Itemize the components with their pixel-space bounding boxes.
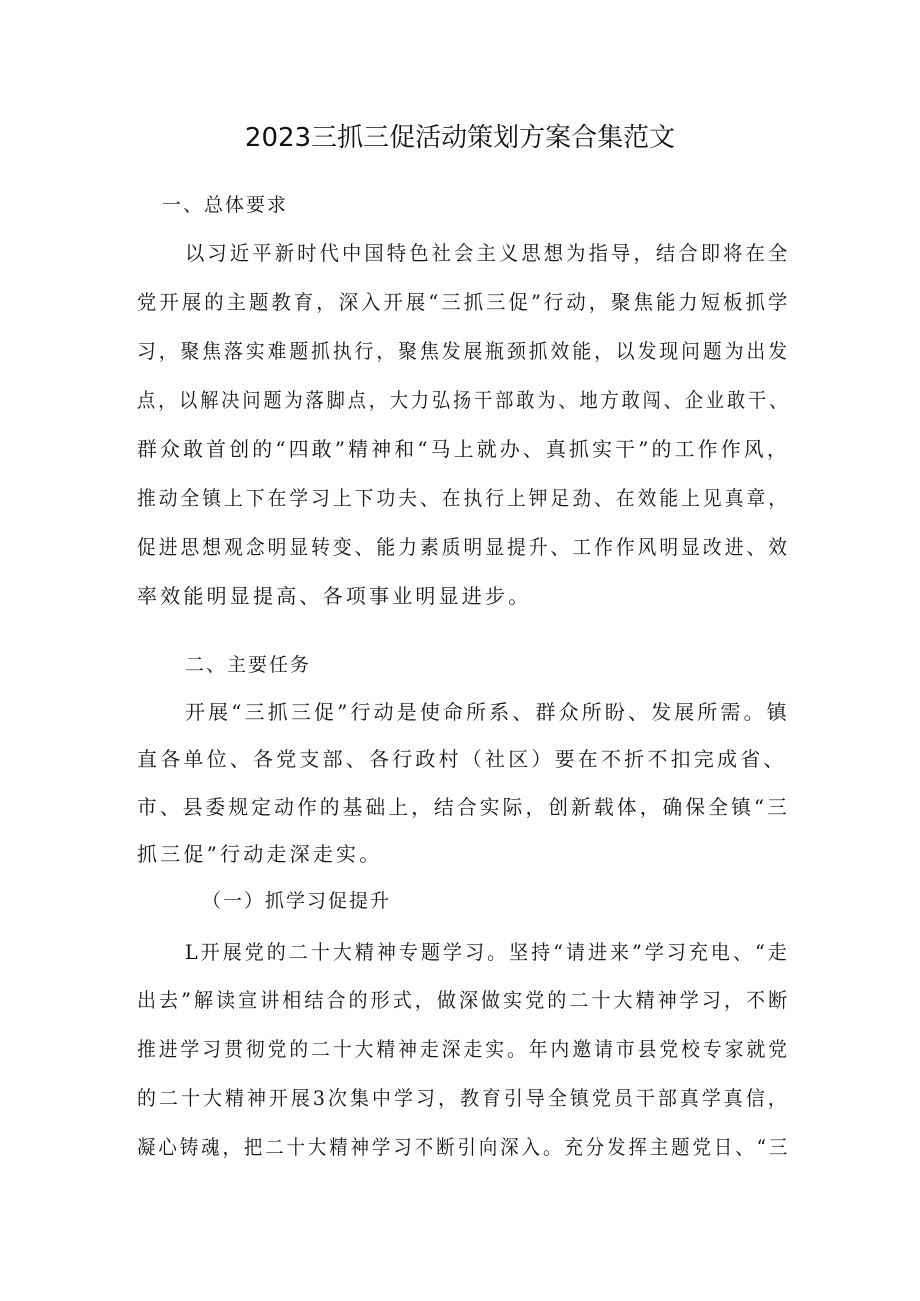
document-title: 2023三抓三促活动策划方案合集范文 xyxy=(244,123,676,153)
paragraph-line: 习，聚焦落实难题抓执行，聚焦发展瓶颈抓效能，以发现问题为出发 xyxy=(137,339,790,363)
paragraph-line: 推进学习贯彻党的二十大精神走深走实。年内邀请市县党校专家就党 xyxy=(137,1037,790,1061)
paragraph-line: 以习近平新时代中国特色社会主义思想为指导，结合即将在全 xyxy=(185,241,791,265)
section-heading-main-tasks: 二、主要任务 xyxy=(185,654,312,676)
paragraph-line: 点，以解决问题为落脚点，大力弘扬干部敢为、地方敢闯、企业敢干、 xyxy=(137,388,791,412)
paragraph-line: 促进思想观念明显转变、能力素质明显提升、工作作风明显改进、效 xyxy=(137,535,790,559)
paragraph-line: 出去”解读宣讲相结合的形式，做深做实党的二十大精神学习，不断 xyxy=(137,988,791,1012)
paragraph-line: 党开展的主题教育，深入开展“三抓三促”行动，聚焦能力短板抓学 xyxy=(137,290,791,314)
paragraph-line: 市、县委规定动作的基础上，结合实际，创新载体，确保全镇“三 xyxy=(137,795,791,819)
paragraph-line: 开展“三抓三促”行动是使命所系、群众所盼、发展所需。镇 xyxy=(185,700,790,724)
paragraph-line: 群众敢首创的“四敢”精神和“马上就办、真抓实干”的工作作风， xyxy=(137,437,790,461)
paragraph-line: 推动全镇上下在学习上下功夫、在执行上钾足劲、在效能上见真章， xyxy=(137,486,790,510)
paragraph-line: 凝心铸魂，把二十大精神学习不断引向深入。充分发挥主题党日、“三 xyxy=(137,1135,791,1159)
paragraph-line: 的二十大精神开展3次集中学习，教育引导全镇党员干部真学真信， xyxy=(137,1086,790,1110)
section-heading-overall-requirements: 一、总体要求 xyxy=(162,194,289,216)
paragraph-line: 抓三促”行动走深走实。 xyxy=(137,842,383,866)
paragraph-line: 直各单位、各党支部、各行政村（社区）要在不折不扣完成省、 xyxy=(137,747,787,771)
paragraph-line: 率效能明显提高、各项事业明显进步。 xyxy=(137,584,532,608)
subsection-heading-study: （一）抓学习促提升 xyxy=(202,890,392,912)
paragraph-line: L开展党的二十大精神专题学习。坚持“请进来”学习充电、“走 xyxy=(185,940,790,964)
